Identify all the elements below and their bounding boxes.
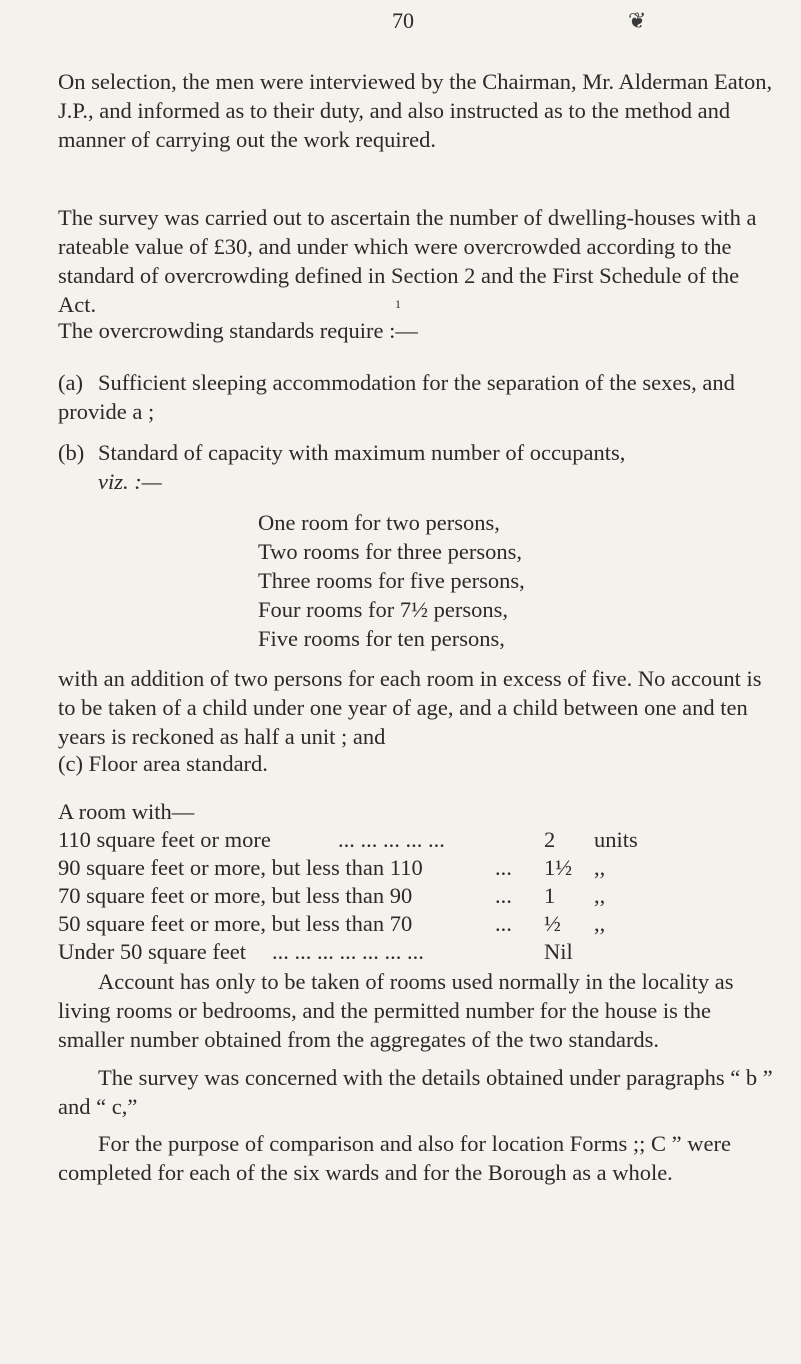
item-a-text: Sufficient sleeping accommodation for the separation of the sexes, and provide a ; <box>58 370 735 424</box>
row-value: 1 <box>544 883 556 908</box>
row-description: 90 square feet or more, but less than 110 <box>58 855 423 880</box>
item-a <box>58 368 778 426</box>
row-unit: ,, <box>594 855 606 880</box>
table-row <box>58 854 778 882</box>
item-b-label: (b) <box>58 440 85 465</box>
table-row <box>58 882 778 910</box>
item-c-text: Floor area standard. <box>88 751 268 776</box>
capacity-line: Three rooms for five persons, <box>258 568 525 593</box>
item-b-continuation: viz. :— <box>98 469 162 494</box>
paragraph-selection: On selection, the men were interviewed by the Chairman, Mr. Alderman Eaton, J.P., and informed as to their duty, and also instructed as to the method and manner of carrying out the work required. <box>58 69 773 152</box>
row-value: 2 <box>544 827 556 852</box>
row-value: Nil <box>544 939 573 964</box>
page-number: 70 <box>392 8 414 33</box>
capacity-line: Five rooms for ten persons, <box>258 626 505 651</box>
capacity-line: Four rooms for 7½ persons, <box>258 597 508 622</box>
leader-dots: ... <box>495 883 512 908</box>
paragraph-survey: The survey was carried out to ascertain the number of dwelling-houses with a rateable value of £30, and under which were overcrowded according to the standard of overcrowding defined in Section 2 and the First Schedule of the Act. <box>58 205 757 317</box>
capacity-list <box>258 508 525 653</box>
row-value: 1½ <box>544 855 573 880</box>
row-unit: ,, <box>594 883 606 908</box>
paragraph-standards-intro: The overcrowding standards require :— <box>58 318 418 343</box>
leader-dots: ... ... ... ... ... <box>338 827 445 852</box>
table-row <box>58 826 778 854</box>
item-c-label: (c) <box>58 751 83 776</box>
row-unit: ,, <box>594 911 606 936</box>
table-row <box>58 910 778 938</box>
row-unit: units <box>594 827 638 852</box>
room-area-table <box>58 826 778 966</box>
item-b-text: Standard of capacity with maximum number of occupants, <box>98 440 626 465</box>
leader-dots: ... <box>495 855 512 880</box>
table-row <box>58 938 778 966</box>
paragraph-account: Account has only to be taken of rooms used normally in the locality as living rooms or bedrooms, and the permitted number for the house is the smaller number obtained from the aggregates of the two standards. <box>58 969 734 1052</box>
paragraph-details: The survey was concerned with the details obtained under paragraphs “ b ” and “ c,” <box>58 1065 773 1119</box>
row-description: Under 50 square feet <box>58 939 247 964</box>
row-description: 50 square feet or more, but less than 70 <box>58 911 413 936</box>
capacity-line: One room for two persons, <box>258 510 500 535</box>
stray-mark: 1 <box>395 297 401 311</box>
room-table-heading: A room with— <box>58 799 195 824</box>
leader-dots: ... ... ... ... ... ... ... <box>272 939 424 964</box>
row-description: 70 square feet or more, but less than 90 <box>58 883 413 908</box>
item-a-label: (a) <box>58 370 83 395</box>
leader-dots: ... <box>495 911 512 936</box>
row-value: ½ <box>544 911 561 936</box>
paragraph-additional-persons: with an addition of two persons for each room in excess of five. No account is to be taken of a child under one year of age, and a child between one and ten years is reckoned as half a unit ; and <box>58 666 762 749</box>
capacity-line: Two rooms for three persons, <box>258 539 522 564</box>
item-c <box>58 751 268 777</box>
paragraph-comparison: For the purpose of comparison and also for location Forms ;; C ” were completed for each of the six wards and for the Borough as a whole. <box>58 1131 731 1185</box>
item-b <box>58 438 778 496</box>
row-description: 110 square feet or more <box>58 827 271 852</box>
corner-mark: ❦ <box>628 8 647 33</box>
